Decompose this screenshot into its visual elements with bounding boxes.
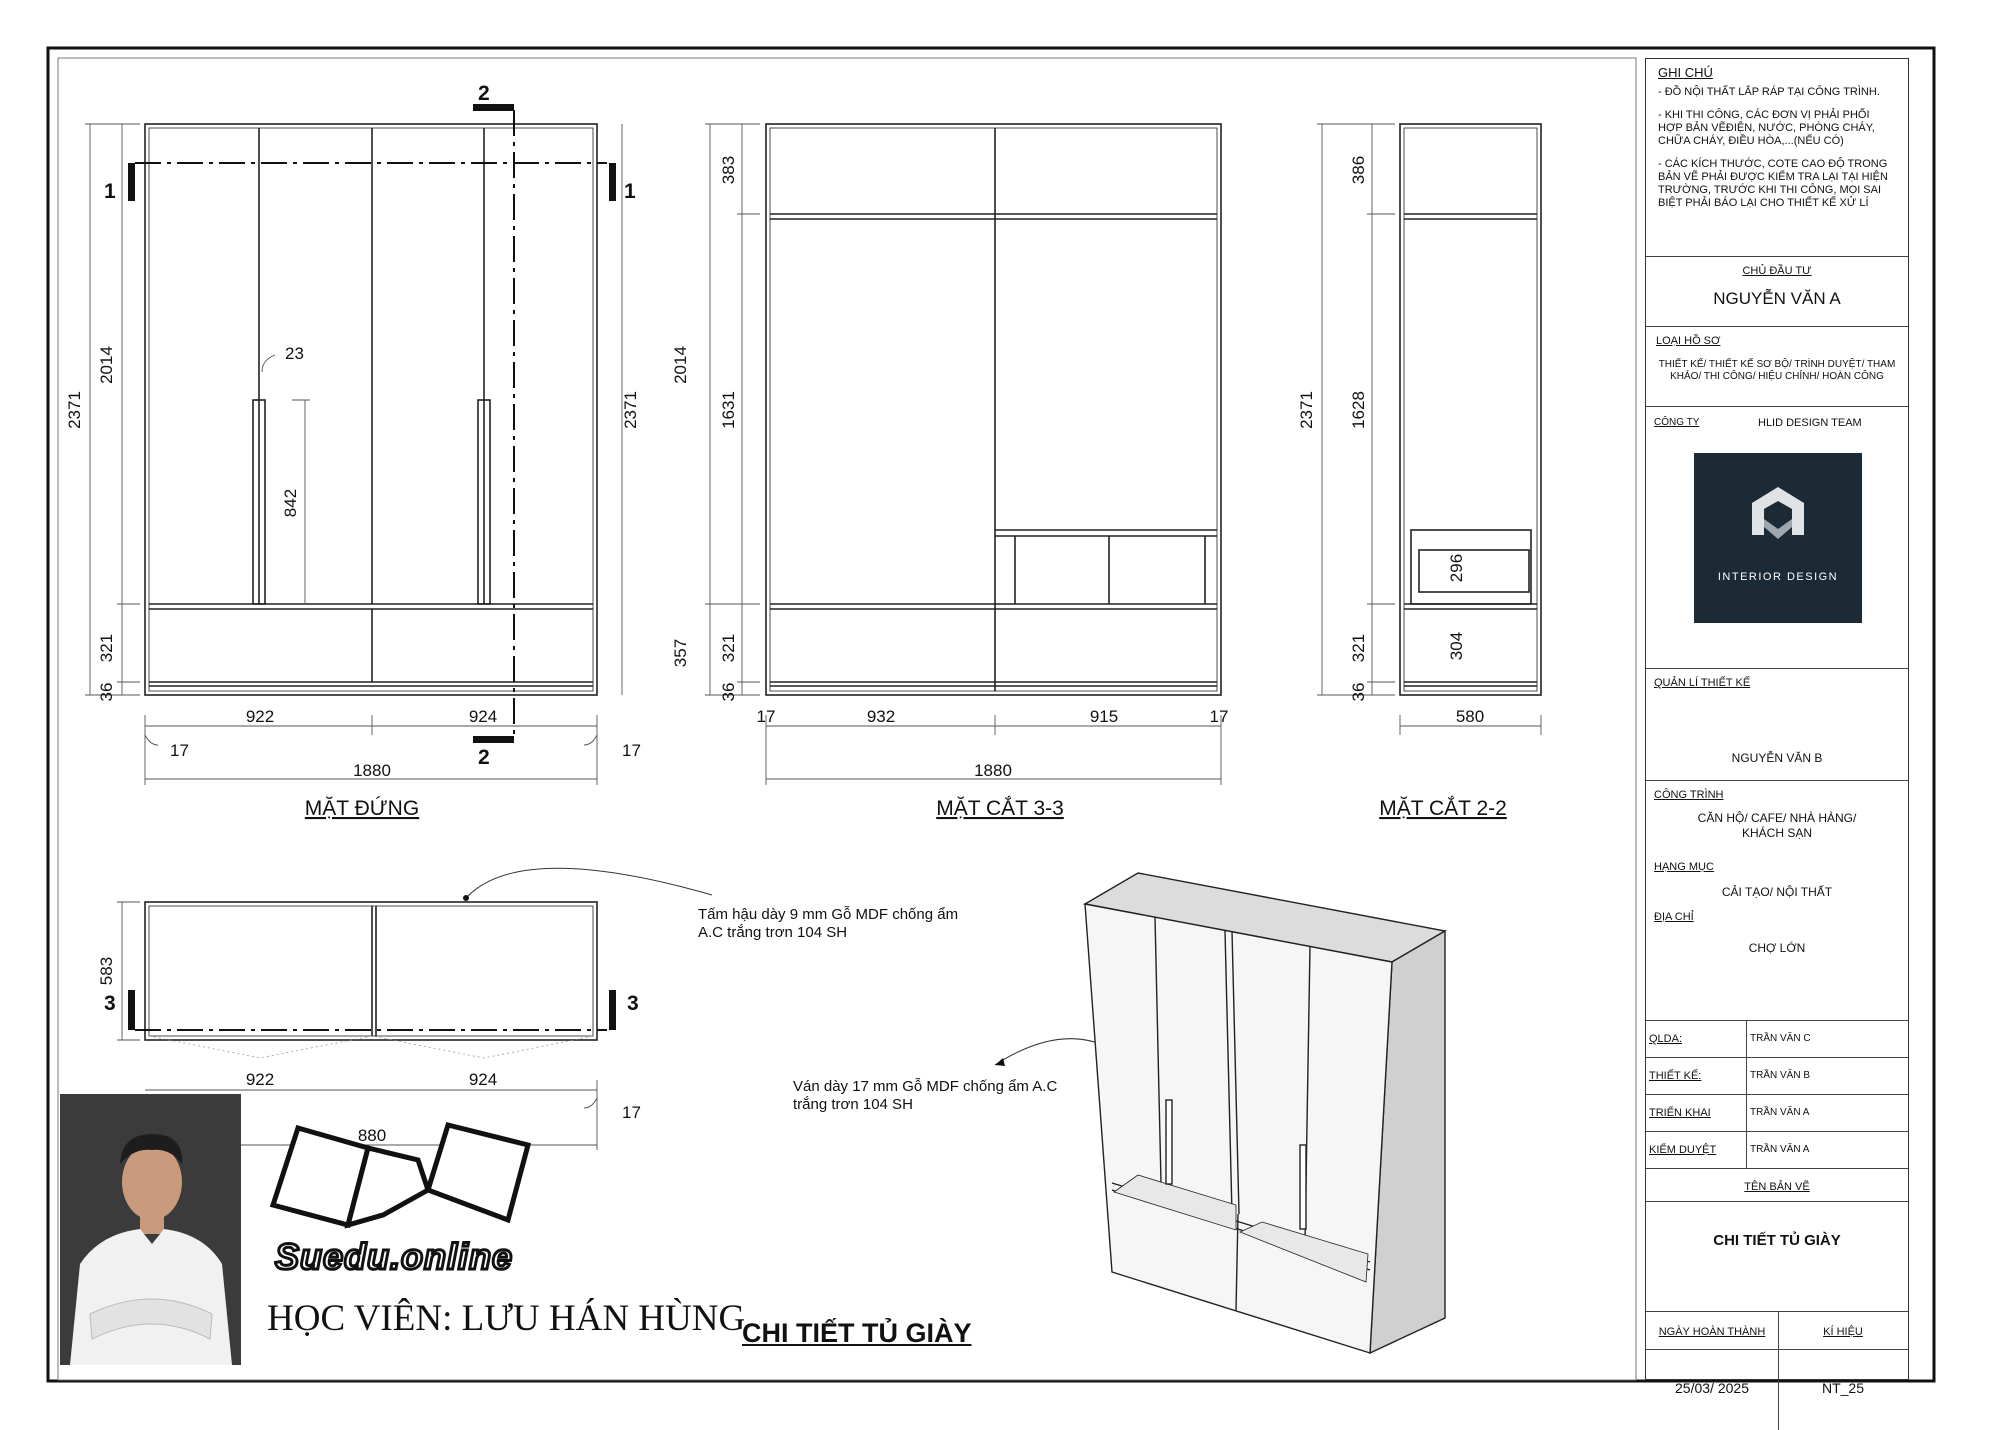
dim-s22-total-height: 2371 <box>1297 391 1316 429</box>
dim-s22-depth: 580 <box>1455 707 1485 726</box>
dim-s33-left-width: 932 <box>866 707 896 726</box>
company-logo <box>1694 453 1862 623</box>
doc-type-section <box>1646 327 1908 407</box>
dim-s22-top-height: 386 <box>1349 155 1368 185</box>
dim-s33-base-height: 321 <box>719 633 738 663</box>
staff-row <box>1646 1058 1908 1095</box>
note-2: - KHI THI CÔNG, CÁC ĐƠN VỊ PHẢI PHỐI HỢP BẢN VẼĐIỆN, NƯỚC, PHÒNG CHÁY, CHỮA CHÁY, ĐIỀU HÒA,...(NẾU CÓ) <box>1658 109 1875 147</box>
drawing-code: NT_25 <box>1821 1380 1865 1396</box>
notes-heading: GHI CHÚ <box>1658 65 1713 80</box>
sheet-name-row <box>1646 1202 1908 1312</box>
doc-type-label: LOẠI HỒ SƠ <box>1656 335 1721 347</box>
date-code-values <box>1646 1350 1908 1430</box>
brand-logo-mark <box>268 1120 538 1240</box>
category-value: CẢI TẠO/ NỘI THẤT <box>1721 885 1833 899</box>
staff-role: QLDA: <box>1649 1033 1683 1045</box>
staff-row <box>1646 1132 1908 1169</box>
dim-front-side-left: 17 <box>170 741 189 760</box>
company-section <box>1646 407 1908 669</box>
sheet-name-label: TÊN BẢN VẼ <box>1744 1181 1810 1193</box>
student-photo <box>60 1094 241 1365</box>
staff-role: KIỂM DUYỆT <box>1649 1144 1717 1156</box>
logo-text: INTERIOR DESIGN <box>1717 571 1839 583</box>
doc-type: THIẾT KẾ/ THIẾT KẾ SƠ BỘ/ TRÌNH DUYỆT/ THAM KHẢO/ THI CÔNG/ HIỆU CHỈNH/ HOÀN CÔNG <box>1658 359 1896 382</box>
title-section-2-2: MẶT CẮT 2-2 <box>1379 797 1507 820</box>
dim-s33-total-width: 1880 <box>974 761 1012 780</box>
company-name: HLID DESIGN TEAM <box>1758 417 1862 429</box>
staff-name: TRẦN VĂN A <box>1750 1144 1810 1155</box>
staff-row <box>1646 1021 1908 1058</box>
section-mark-1-right: 1 <box>624 180 636 203</box>
isometric-view <box>1085 873 1445 1353</box>
annotation-board: Ván dày 17 mm Gỗ MDF chống ẩm A.C trắng trơn 104 SH <box>793 1078 1058 1113</box>
section-mark-3-left: 3 <box>104 992 116 1015</box>
address-value: CHỢ LỚN <box>1748 941 1806 955</box>
staff-row <box>1646 1095 1908 1132</box>
category-label: HẠNG MỤC <box>1654 861 1714 873</box>
dim-plan-side-right: 17 <box>622 1103 641 1122</box>
project-value: CĂN HỘ/ CAFE/ NHÀ HÀNG/ KHÁCH SẠN <box>1697 811 1857 840</box>
dim-front-base-height: 321 <box>97 633 116 663</box>
title-front-elevation: MẶT ĐỨNG <box>304 797 420 820</box>
dim-handle-height: 842 <box>281 488 300 518</box>
dim-s22-base-inner-height: 304 <box>1447 631 1466 661</box>
front-elevation <box>145 124 597 695</box>
plan-view <box>145 902 597 1040</box>
hv-logo-icon <box>1694 453 1862 563</box>
company-label: CÔNG TY <box>1654 417 1700 428</box>
dim-s33-upper-height: 2014 <box>671 346 690 384</box>
note-3: - CÁC KÍCH THƯỚC, COTE CAO ĐỘ TRONG BẢN VẼ PHẢI ĐƯỢC KIỂM TRA LẠI TẠI HIỆN TRƯỜNG, TRƯỚC KHI THI CÔNG, MỌI SAI BIỆT PHẢI BÁO LẠI CHO THIẾT KẾ XỬ LÍ <box>1658 158 1888 209</box>
staff-role: THIẾT KẾ: <box>1649 1070 1702 1082</box>
owner-section <box>1646 257 1908 327</box>
dim-front-upper-height: 2014 <box>97 346 116 384</box>
title-block <box>1645 58 1909 1396</box>
note-1: - ĐỒ NỘI THẤT LẮP RÁP TẠI CÔNG TRÌNH. <box>1658 86 1880 98</box>
staff-role: TRIỂN KHAI <box>1649 1107 1711 1119</box>
owner-name: NGUYỄN VĂN A <box>1713 289 1841 308</box>
dim-s22-base-height: 321 <box>1349 633 1368 663</box>
section-2-2 <box>1400 124 1541 695</box>
dim-s33-drawer-zone-height: 357 <box>671 638 690 668</box>
date-code-header <box>1646 1312 1908 1350</box>
address-label: ĐỊA CHỈ <box>1654 911 1694 923</box>
staff-name: TRẦN VĂN B <box>1750 1070 1811 1081</box>
section-mark-3-right: 3 <box>627 992 639 1015</box>
section-mark-2-top: 2 <box>478 82 490 105</box>
dim-s22-plinth-height: 36 <box>1349 682 1368 702</box>
brand-name: Suedu.online <box>275 1236 514 1277</box>
dim-s33-mid-height: 1631 <box>719 391 738 429</box>
dim-s33-side-left: 17 <box>756 707 776 726</box>
dim-s22-drawer-height: 296 <box>1447 553 1466 583</box>
dim-s33-plinth-height: 36 <box>719 682 738 702</box>
sheet-name: CHI TIẾT TỦ GIÀY <box>1713 1232 1841 1249</box>
section-3-3 <box>766 124 1221 695</box>
manager-name: NGUYỄN VĂN B <box>1731 751 1823 765</box>
staff-name: TRẦN VĂN A <box>1750 1107 1810 1118</box>
staff-name: TRẦN VĂN C <box>1750 1033 1811 1044</box>
dim-front-total-height-right: 2371 <box>621 391 640 429</box>
title-section-3-3: MẶT CẮT 3-3 <box>936 797 1064 820</box>
dim-front-total-height: 2371 <box>65 391 84 429</box>
notes-section <box>1646 59 1908 257</box>
project-label: CÔNG TRÌNH <box>1654 789 1724 801</box>
dim-plan-left-width: 922 <box>245 1070 275 1089</box>
project-section <box>1646 781 1908 1021</box>
dim-front-plinth-height: 36 <box>97 682 116 702</box>
dim-s33-side-right: 17 <box>1209 707 1229 726</box>
manager-section <box>1646 669 1908 781</box>
dim-plan-total-width: 880 <box>357 1126 387 1145</box>
annotation-back-panel: Tấm hậu dày 9 mm Gỗ MDF chống ẩm A.C trắng trơn 104 SH <box>698 906 959 941</box>
dim-front-left-width: 922 <box>245 707 275 726</box>
dim-s22-mid-height: 1628 <box>1349 391 1368 429</box>
dim-front-right-width: 924 <box>468 707 498 726</box>
dim-plan-depth: 583 <box>97 956 116 986</box>
date-label: NGÀY HOÀN THÀNH <box>1658 1326 1766 1338</box>
dim-s33-right-width: 915 <box>1089 707 1119 726</box>
section-mark-2-bottom: 2 <box>478 746 490 769</box>
sheet-name-label-row <box>1646 1169 1908 1202</box>
completion-date: 25/03/ 2025 <box>1675 1380 1749 1396</box>
dim-handle-gap: 23 <box>285 344 304 363</box>
code-label: KÍ HIỆU <box>1823 1326 1863 1338</box>
dim-front-total-width: 1880 <box>353 761 391 780</box>
manager-label: QUẢN LÍ THIẾT KẾ <box>1654 677 1751 689</box>
student-name: HỌC VIÊN: LƯU HÁN HÙNG <box>267 1298 746 1339</box>
dim-s33-top-height: 383 <box>719 155 738 185</box>
drawing-title: CHI TIẾT TỦ GIÀY <box>742 1318 972 1348</box>
owner-label: CHỦ ĐẦU TƯ <box>1742 265 1812 277</box>
section-mark-1-left: 1 <box>104 180 116 203</box>
dim-front-side-right: 17 <box>622 741 641 760</box>
dim-plan-right-width: 924 <box>468 1070 498 1089</box>
